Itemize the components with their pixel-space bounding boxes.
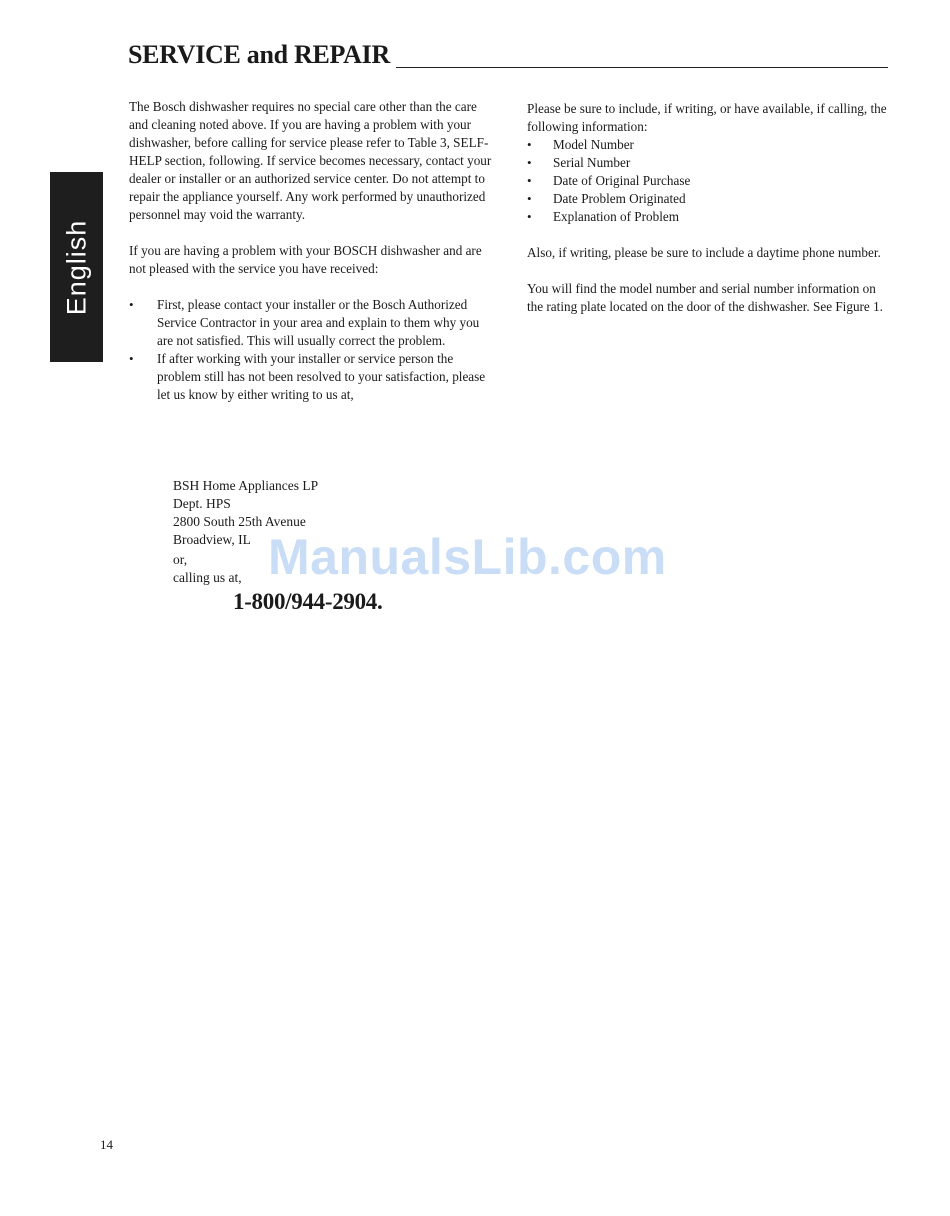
list-item: • Date of Original Purchase — [527, 172, 892, 190]
watermark-logo: ManualsLib.com — [268, 529, 667, 585]
mailing-address — [173, 477, 318, 587]
list-item: • Explanation of Problem — [527, 208, 892, 226]
rating-plate-note: You will find the model number and serial number information on the rating plate located on the door of the dishwasher. See Figure 1. — [527, 281, 883, 314]
escalation-list — [129, 296, 494, 404]
address-line: Broadview, IL — [173, 532, 251, 547]
address-or: or, — [173, 552, 188, 567]
title-rule — [396, 67, 888, 68]
list-item: • Date Problem Originated — [527, 190, 892, 208]
title-row — [128, 40, 888, 70]
phone-number: 1-800/944-2904. — [233, 589, 383, 614]
problem-paragraph: If you are having a problem with your BOSCH dishwasher and are not pleased with the service you have received: — [129, 243, 482, 276]
address-calling: calling us at, — [173, 570, 242, 585]
list-item: • First, please contact your installer or the Bosch Authorized Service Contractor in your area and explain to them why you are not satisfied. This will usually correct the problem. — [129, 296, 494, 350]
address-line: Dept. HPS — [173, 496, 231, 511]
language-tab-label: English — [61, 219, 91, 315]
right-column — [527, 100, 892, 316]
info-intro: Please be sure to include, if writing, or have available, if calling, the following information: — [527, 101, 887, 134]
left-column — [129, 98, 494, 404]
list-item: • Serial Number — [527, 154, 892, 172]
intro-paragraph: The Bosch dishwasher requires no special care other than the care and cleaning noted above. If you are having a problem with your dishwasher, before calling for service please refer to Table 3, SELF-HELP section, following. If service becomes necessary, contact your dealer or installer or an authorized service center. Do not attempt to repair the appliance yourself. Any work performed by unauthorized personnel may void the warranty. — [129, 99, 492, 222]
list-item: • Model Number — [527, 136, 892, 154]
list-item: • If after working with your installer or service person the problem still has not been resolved to your satisfaction, please let us know by either writing to us at, — [129, 350, 494, 404]
language-tab — [50, 172, 103, 362]
info-list — [527, 136, 892, 226]
address-line: BSH Home Appliances LP — [173, 478, 319, 493]
page-number: 14 — [100, 1137, 113, 1152]
phone-note: Also, if writing, please be sure to include a daytime phone number. — [527, 245, 881, 260]
page-title: SERVICE and REPAIR — [128, 40, 390, 69]
address-line: 2800 South 25th Avenue — [173, 514, 306, 529]
